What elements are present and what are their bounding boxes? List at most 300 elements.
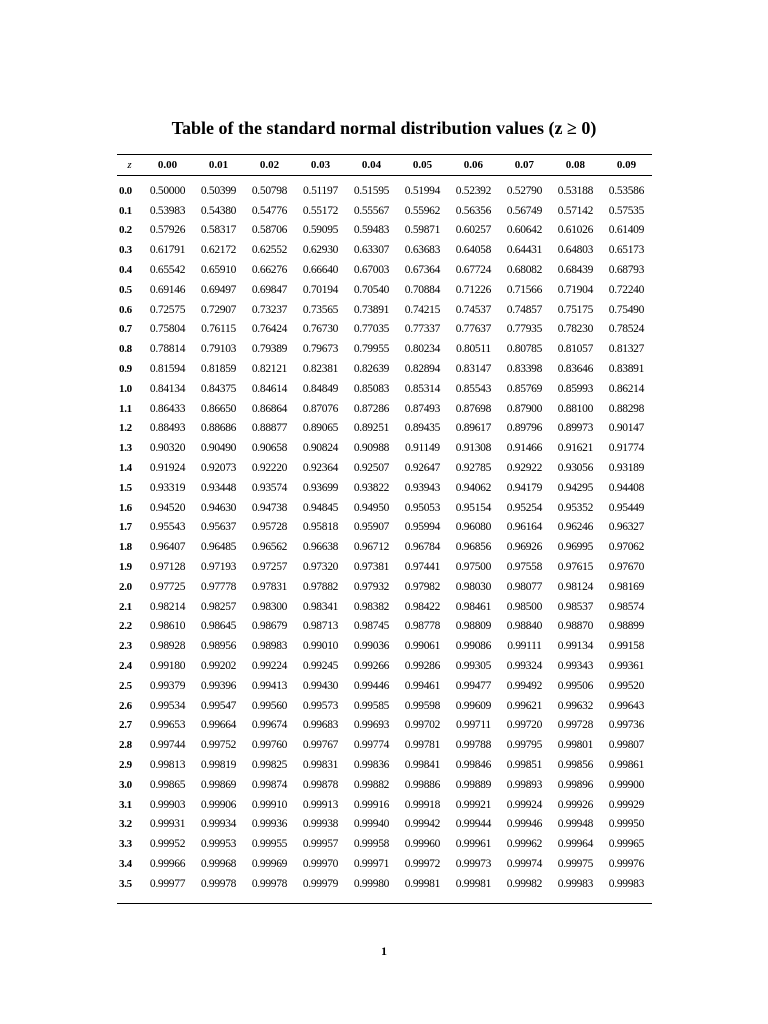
column-header: 0.07: [514, 158, 535, 171]
table-cell: 0.99305: [455, 660, 492, 673]
table-cell: 0.55962: [404, 204, 441, 217]
table-cell: 0.75175: [557, 303, 594, 316]
row-z-value: 2.9: [119, 759, 132, 771]
table-cell: 0.98713: [302, 620, 339, 633]
column-header: 0.04: [361, 158, 382, 171]
table-cell: 0.99929: [608, 798, 645, 811]
table-row: [117, 260, 652, 280]
table-cell: 0.99477: [455, 679, 492, 692]
table-cell: 0.99946: [506, 818, 543, 831]
table-cell: 0.99506: [557, 679, 594, 692]
table-cell: 0.77935: [506, 323, 543, 336]
table-cell: 0.61026: [557, 224, 594, 237]
table-cell: 0.65910: [200, 264, 237, 277]
table-cell: 0.99245: [302, 660, 339, 673]
table-cell: 0.99836: [353, 759, 390, 771]
table-cell: 0.98124: [557, 580, 594, 593]
table-cell: 0.87698: [455, 402, 492, 415]
table-cell: 0.96407: [149, 541, 186, 554]
table-cell: 0.95543: [149, 521, 186, 534]
table-cell: 0.99958: [353, 838, 390, 851]
table-cell: 0.87900: [506, 402, 543, 415]
row-z-value: 2.0: [119, 580, 132, 593]
table-cell: 0.95352: [557, 501, 594, 514]
table-cell: 0.99896: [557, 778, 594, 791]
table-cell: 0.61791: [149, 244, 186, 257]
table-cell: 0.93699: [302, 481, 339, 494]
table-cell: 0.88100: [557, 402, 594, 415]
row-z-value: 1.9: [119, 561, 132, 574]
row-z-value: 2.6: [119, 699, 132, 712]
table-cell: 0.99910: [251, 798, 288, 811]
column-header: 0.03: [310, 158, 331, 171]
table-cell: 0.97500: [455, 561, 492, 574]
table-cell: 0.73565: [302, 303, 339, 316]
table-cell: 0.58706: [251, 224, 288, 237]
row-z-value: 0.6: [119, 303, 132, 316]
table-cell: 0.99973: [455, 857, 492, 870]
table-cell: 0.99413: [251, 679, 288, 692]
table-cell: 0.54776: [251, 204, 288, 217]
table-cell: 0.97193: [200, 561, 237, 574]
table-cell: 0.64803: [557, 244, 594, 257]
table-cell: 0.89617: [455, 422, 492, 435]
table-cell: 0.97982: [404, 580, 441, 593]
table-cell: 0.53188: [557, 184, 594, 197]
table-cell: 0.99807: [608, 739, 645, 752]
table-cell: 0.99774: [353, 739, 390, 752]
table-cell: 0.92647: [404, 462, 441, 475]
table-cell: 0.99846: [455, 759, 492, 771]
table-row: [117, 320, 652, 340]
table-cell: 0.87076: [302, 402, 339, 415]
table-cell: 0.99961: [455, 838, 492, 851]
table-cell: 0.99976: [608, 857, 645, 870]
table-cell: 0.89065: [302, 422, 339, 435]
table-cell: 0.70884: [404, 283, 441, 296]
table-cell: 0.99865: [149, 778, 186, 791]
table-cell: 0.98745: [353, 620, 390, 633]
table-bottom-rule: [117, 903, 652, 904]
table-row: [117, 339, 652, 359]
table-cell: 0.99979: [302, 877, 339, 890]
table-cell: 0.81327: [608, 343, 645, 356]
table-cell: 0.90147: [608, 422, 645, 435]
table-cell: 0.99664: [200, 719, 237, 732]
table-cell: 0.81859: [200, 363, 237, 376]
table-cell: 0.98169: [608, 580, 645, 593]
table-cell: 0.85993: [557, 382, 594, 395]
table-cell: 0.99547: [200, 699, 237, 712]
table-cell: 0.86433: [149, 402, 186, 415]
table-cell: 0.94179: [506, 481, 543, 494]
table-row: [117, 518, 652, 538]
table-cell: 0.99856: [557, 759, 594, 771]
row-z-value: 2.2: [119, 620, 132, 633]
table-cell: 0.99878: [302, 778, 339, 791]
table-cell: 0.64431: [506, 244, 543, 257]
table-cell: 0.99978: [251, 877, 288, 890]
table-cell: 0.91924: [149, 462, 186, 475]
table-cell: 0.99964: [557, 838, 594, 851]
table-cell: 0.92364: [302, 462, 339, 475]
table-row: [117, 815, 652, 835]
table-cell: 0.67003: [353, 264, 390, 277]
table-cell: 0.86214: [608, 382, 645, 395]
table-cell: 0.99202: [200, 660, 237, 673]
table-cell: 0.95994: [404, 521, 441, 534]
table-cell: 0.81057: [557, 343, 594, 356]
table-cell: 0.98341: [302, 600, 339, 613]
column-header-z: z: [127, 158, 132, 171]
table-cell: 0.98077: [506, 580, 543, 593]
table-cell: 0.83646: [557, 363, 594, 376]
table-cell: 0.92073: [200, 462, 237, 475]
table-cell: 0.98537: [557, 600, 594, 613]
table-cell: 0.99940: [353, 818, 390, 831]
table-cell: 0.97615: [557, 561, 594, 574]
row-z-value: 1.2: [119, 422, 132, 435]
table-cell: 0.99942: [404, 818, 441, 831]
table-cell: 0.82639: [353, 363, 390, 376]
table-cell: 0.98461: [455, 600, 492, 613]
column-header: 0.09: [616, 158, 637, 171]
table-cell: 0.96856: [455, 541, 492, 554]
table-cell: 0.70194: [302, 283, 339, 296]
table-cell: 0.99379: [149, 679, 186, 692]
row-z-value: 2.4: [119, 660, 132, 673]
table-cell: 0.85314: [404, 382, 441, 395]
table-row: [117, 419, 652, 439]
table-cell: 0.80511: [456, 343, 491, 356]
table-cell: 0.99969: [251, 857, 288, 870]
table-cell: 0.94295: [557, 481, 594, 494]
table-cell: 0.93448: [200, 481, 237, 494]
row-z-value: 2.7: [119, 719, 132, 732]
table-cell: 0.66276: [251, 264, 288, 277]
table-cell: 0.99889: [455, 778, 492, 791]
table-cell: 0.99585: [353, 699, 390, 712]
table-cell: 0.61409: [608, 224, 645, 237]
table-cell: 0.72240: [608, 283, 645, 296]
table-row: [117, 201, 652, 221]
table-cell: 0.77637: [455, 323, 492, 336]
table-cell: 0.71566: [506, 283, 543, 296]
table-cell: 0.63307: [353, 244, 390, 257]
table-cell: 0.84375: [200, 382, 237, 395]
table-cell: 0.89796: [506, 422, 543, 435]
table-cell: 0.57535: [608, 204, 645, 217]
table-cell: 0.87286: [353, 402, 390, 415]
table-cell: 0.51994: [404, 184, 441, 197]
table-row: [117, 795, 652, 815]
table-cell: 0.97932: [353, 580, 390, 593]
table-cell: 0.96784: [404, 541, 441, 554]
table-cell: 0.99324: [506, 660, 543, 673]
table-cell: 0.99953: [200, 838, 237, 851]
table-cell: 0.67724: [455, 264, 492, 277]
table-cell: 0.96327: [608, 521, 645, 534]
table-cell: 0.93319: [149, 481, 186, 494]
table-cell: 0.99903: [149, 798, 186, 811]
table-cell: 0.55172: [302, 204, 339, 217]
table-cell: 0.99874: [251, 778, 288, 791]
table-cell: 0.99061: [404, 640, 441, 653]
table-cell: 0.85769: [506, 382, 543, 395]
table-cell: 0.50798: [251, 184, 288, 197]
table-row: [117, 537, 652, 557]
table-cell: 0.75804: [149, 323, 186, 336]
table-cell: 0.60642: [506, 224, 543, 237]
table-cell: 0.82381: [302, 363, 339, 376]
table-cell: 0.71904: [557, 283, 594, 296]
row-z-value: 2.3: [119, 640, 132, 653]
table-cell: 0.99702: [404, 719, 441, 732]
table-cell: 0.74537: [455, 303, 492, 316]
row-z-value: 1.5: [119, 481, 132, 494]
header-row: [117, 154, 652, 175]
table-cell: 0.51197: [303, 184, 338, 197]
table-cell: 0.97831: [251, 580, 288, 593]
table-row: [117, 240, 652, 260]
table-row: [117, 854, 652, 874]
table-cell: 0.99931: [149, 818, 186, 831]
table-cell: 0.69497: [200, 283, 237, 296]
table-cell: 0.98956: [200, 640, 237, 653]
table-cell: 0.62552: [251, 244, 288, 257]
table-cell: 0.99977: [149, 877, 186, 890]
table-cell: 0.99010: [302, 640, 339, 653]
row-z-value: 1.6: [119, 501, 132, 514]
page-title: Table of the standard normal distribution values (z ≥ 0): [171, 118, 597, 138]
table-cell: 0.99968: [200, 857, 237, 870]
table-cell: 0.98645: [200, 620, 237, 633]
table-cell: 0.65173: [608, 244, 645, 257]
table-row: [117, 874, 652, 894]
table-cell: 0.83147: [455, 363, 492, 376]
table-row: [117, 399, 652, 419]
table-cell: 0.99286: [404, 660, 441, 673]
table-cell: 0.68793: [608, 264, 645, 277]
table-cell: 0.93822: [353, 481, 390, 494]
table-cell: 0.97062: [608, 541, 645, 554]
table-row: [117, 834, 652, 854]
table-cell: 0.99982: [506, 877, 543, 890]
row-z-value: 0.1: [119, 204, 132, 217]
table-cell: 0.99446: [353, 679, 390, 692]
table-cell: 0.99921: [455, 798, 492, 811]
table-cell: 0.93574: [251, 481, 288, 494]
table-cell: 0.79389: [251, 343, 288, 356]
table-cell: 0.96562: [251, 541, 288, 554]
table-cell: 0.99534: [149, 699, 186, 712]
table-cell: 0.98610: [149, 620, 186, 633]
table-row: [117, 379, 652, 399]
row-z-value: 3.5: [119, 877, 132, 890]
table-cell: 0.98809: [455, 620, 492, 633]
table-header-rule: [117, 175, 652, 176]
table-cell: 0.99643: [608, 699, 645, 712]
table-cell: 0.99430: [302, 679, 339, 692]
row-z-value: 0.8: [119, 343, 132, 356]
table-cell: 0.98574: [608, 600, 645, 613]
table-cell: 0.99970: [302, 857, 339, 870]
table-cell: 0.82894: [404, 363, 441, 376]
table-cell: 0.99086: [455, 640, 492, 653]
table-cell: 0.72575: [149, 303, 186, 316]
table-cell: 0.90658: [251, 442, 288, 455]
table-cell: 0.93189: [608, 462, 645, 475]
table-cell: 0.74215: [404, 303, 441, 316]
table-cell: 0.99974: [506, 857, 543, 870]
table-cell: 0.99653: [149, 719, 186, 732]
row-z-value: 2.1: [119, 600, 132, 613]
table-row: [117, 478, 652, 498]
table-cell: 0.95907: [353, 521, 390, 534]
table-cell: 0.99972: [404, 857, 441, 870]
table-cell: 0.88686: [200, 422, 237, 435]
table-cell: 0.88298: [608, 402, 645, 415]
table-cell: 0.99621: [506, 699, 543, 712]
table-cell: 0.80785: [506, 343, 543, 356]
table-cell: 0.99913: [302, 798, 339, 811]
table-cell: 0.99134: [557, 640, 594, 653]
table-cell: 0.94408: [608, 481, 645, 494]
table-cell: 0.99767: [302, 739, 339, 752]
table-cell: 0.95449: [608, 501, 645, 514]
table-cell: 0.99980: [353, 877, 390, 890]
table-cell: 0.99788: [455, 739, 492, 752]
table-row: [117, 617, 652, 637]
table-cell: 0.99744: [149, 739, 186, 752]
table-cell: 0.97725: [149, 580, 186, 593]
table-cell: 0.99936: [251, 818, 288, 831]
table-cell: 0.50000: [149, 184, 186, 197]
table-cell: 0.94950: [353, 501, 390, 514]
table-cell: 0.99632: [557, 699, 594, 712]
table-row: [117, 775, 652, 795]
table-cell: 0.68439: [557, 264, 594, 277]
row-z-value: 3.4: [119, 857, 132, 870]
row-z-value: 0.9: [119, 363, 132, 376]
table-row: [117, 696, 652, 716]
table-cell: 0.99851: [506, 759, 543, 771]
row-z-value: 0.3: [119, 244, 132, 257]
table-cell: 0.90988: [353, 442, 390, 455]
table-cell: 0.92507: [353, 462, 390, 475]
table-cell: 0.83398: [506, 363, 543, 376]
table-cell: 0.99938: [302, 818, 339, 831]
table-cell: 0.64058: [455, 244, 492, 257]
table-cell: 0.95818: [302, 521, 339, 534]
table-cell: 0.69847: [251, 283, 288, 296]
table-cell: 0.95254: [506, 501, 543, 514]
table-cell: 0.56749: [506, 204, 543, 217]
table-cell: 0.53983: [149, 204, 186, 217]
table-cell: 0.99926: [557, 798, 594, 811]
table-cell: 0.98422: [404, 600, 441, 613]
table-cell: 0.98257: [200, 600, 237, 613]
table-cell: 0.62930: [302, 244, 339, 257]
table-cell: 0.99180: [149, 660, 186, 673]
row-z-value: 3.0: [119, 778, 132, 791]
row-z-value: 0.0: [119, 184, 132, 197]
table-cell: 0.52392: [455, 184, 492, 197]
row-z-value: 0.7: [119, 323, 132, 336]
table-cell: 0.99819: [200, 759, 237, 771]
table-cell: 0.95154: [455, 501, 492, 514]
table-cell: 0.97128: [149, 561, 186, 574]
row-z-value: 3.1: [119, 798, 132, 811]
table-cell: 0.73237: [251, 303, 288, 316]
table-cell: 0.99492: [506, 679, 543, 692]
table-cell: 0.51595: [353, 184, 390, 197]
table-cell: 0.96246: [557, 521, 594, 534]
table-row: [117, 755, 652, 775]
table-cell: 0.98778: [404, 620, 441, 633]
table-cell: 0.99760: [251, 739, 288, 752]
row-z-value: 2.8: [119, 739, 132, 752]
table-cell: 0.69146: [149, 283, 186, 296]
table-cell: 0.94062: [455, 481, 492, 494]
table-cell: 0.76424: [251, 323, 288, 336]
table-cell: 0.90824: [302, 442, 339, 455]
table-cell: 0.99869: [200, 778, 237, 791]
table-cell: 0.99781: [404, 739, 441, 752]
row-z-value: 2.5: [119, 679, 132, 692]
table-cell: 0.99882: [353, 778, 390, 791]
table-cell: 0.50399: [200, 184, 237, 197]
table-cell: 0.99720: [506, 719, 543, 732]
table-cell: 0.65542: [149, 264, 186, 277]
table-cell: 0.89251: [353, 422, 390, 435]
table-cell: 0.82121: [251, 363, 288, 376]
row-z-value: 1.3: [119, 442, 132, 455]
table-cell: 0.99361: [608, 660, 645, 673]
table-cell: 0.99934: [200, 818, 237, 831]
table-cell: 0.99609: [455, 699, 492, 712]
table-cell: 0.99983: [608, 877, 645, 890]
table-cell: 0.59095: [302, 224, 339, 237]
table-cell: 0.99831: [302, 759, 339, 771]
table-cell: 0.75490: [608, 303, 645, 316]
table-cell: 0.99952: [149, 838, 186, 851]
column-header: 0.06: [463, 158, 484, 171]
table-cell: 0.96080: [455, 521, 492, 534]
table-row: [117, 221, 652, 241]
table-cell: 0.98870: [557, 620, 594, 633]
column-header: 0.01: [208, 158, 229, 171]
table-cell: 0.86650: [200, 402, 237, 415]
table-cell: 0.99520: [608, 679, 645, 692]
table-cell: 0.99900: [608, 778, 645, 791]
table-cell: 0.94845: [302, 501, 339, 514]
table-row: [117, 280, 652, 300]
table-cell: 0.99825: [251, 759, 288, 771]
table-cell: 0.97257: [251, 561, 288, 574]
column-header: 0.02: [259, 158, 280, 171]
table-cell: 0.89435: [404, 422, 441, 435]
table-row: [117, 735, 652, 755]
row-z-value: 3.2: [119, 818, 132, 831]
table-cell: 0.99957: [302, 838, 339, 851]
table-cell: 0.99560: [251, 699, 288, 712]
table-cell: 0.99924: [506, 798, 543, 811]
table-cell: 0.99396: [200, 679, 237, 692]
table-cell: 0.99955: [251, 838, 288, 851]
table-cell: 0.96485: [200, 541, 237, 554]
table-cell: 0.99683: [302, 719, 339, 732]
